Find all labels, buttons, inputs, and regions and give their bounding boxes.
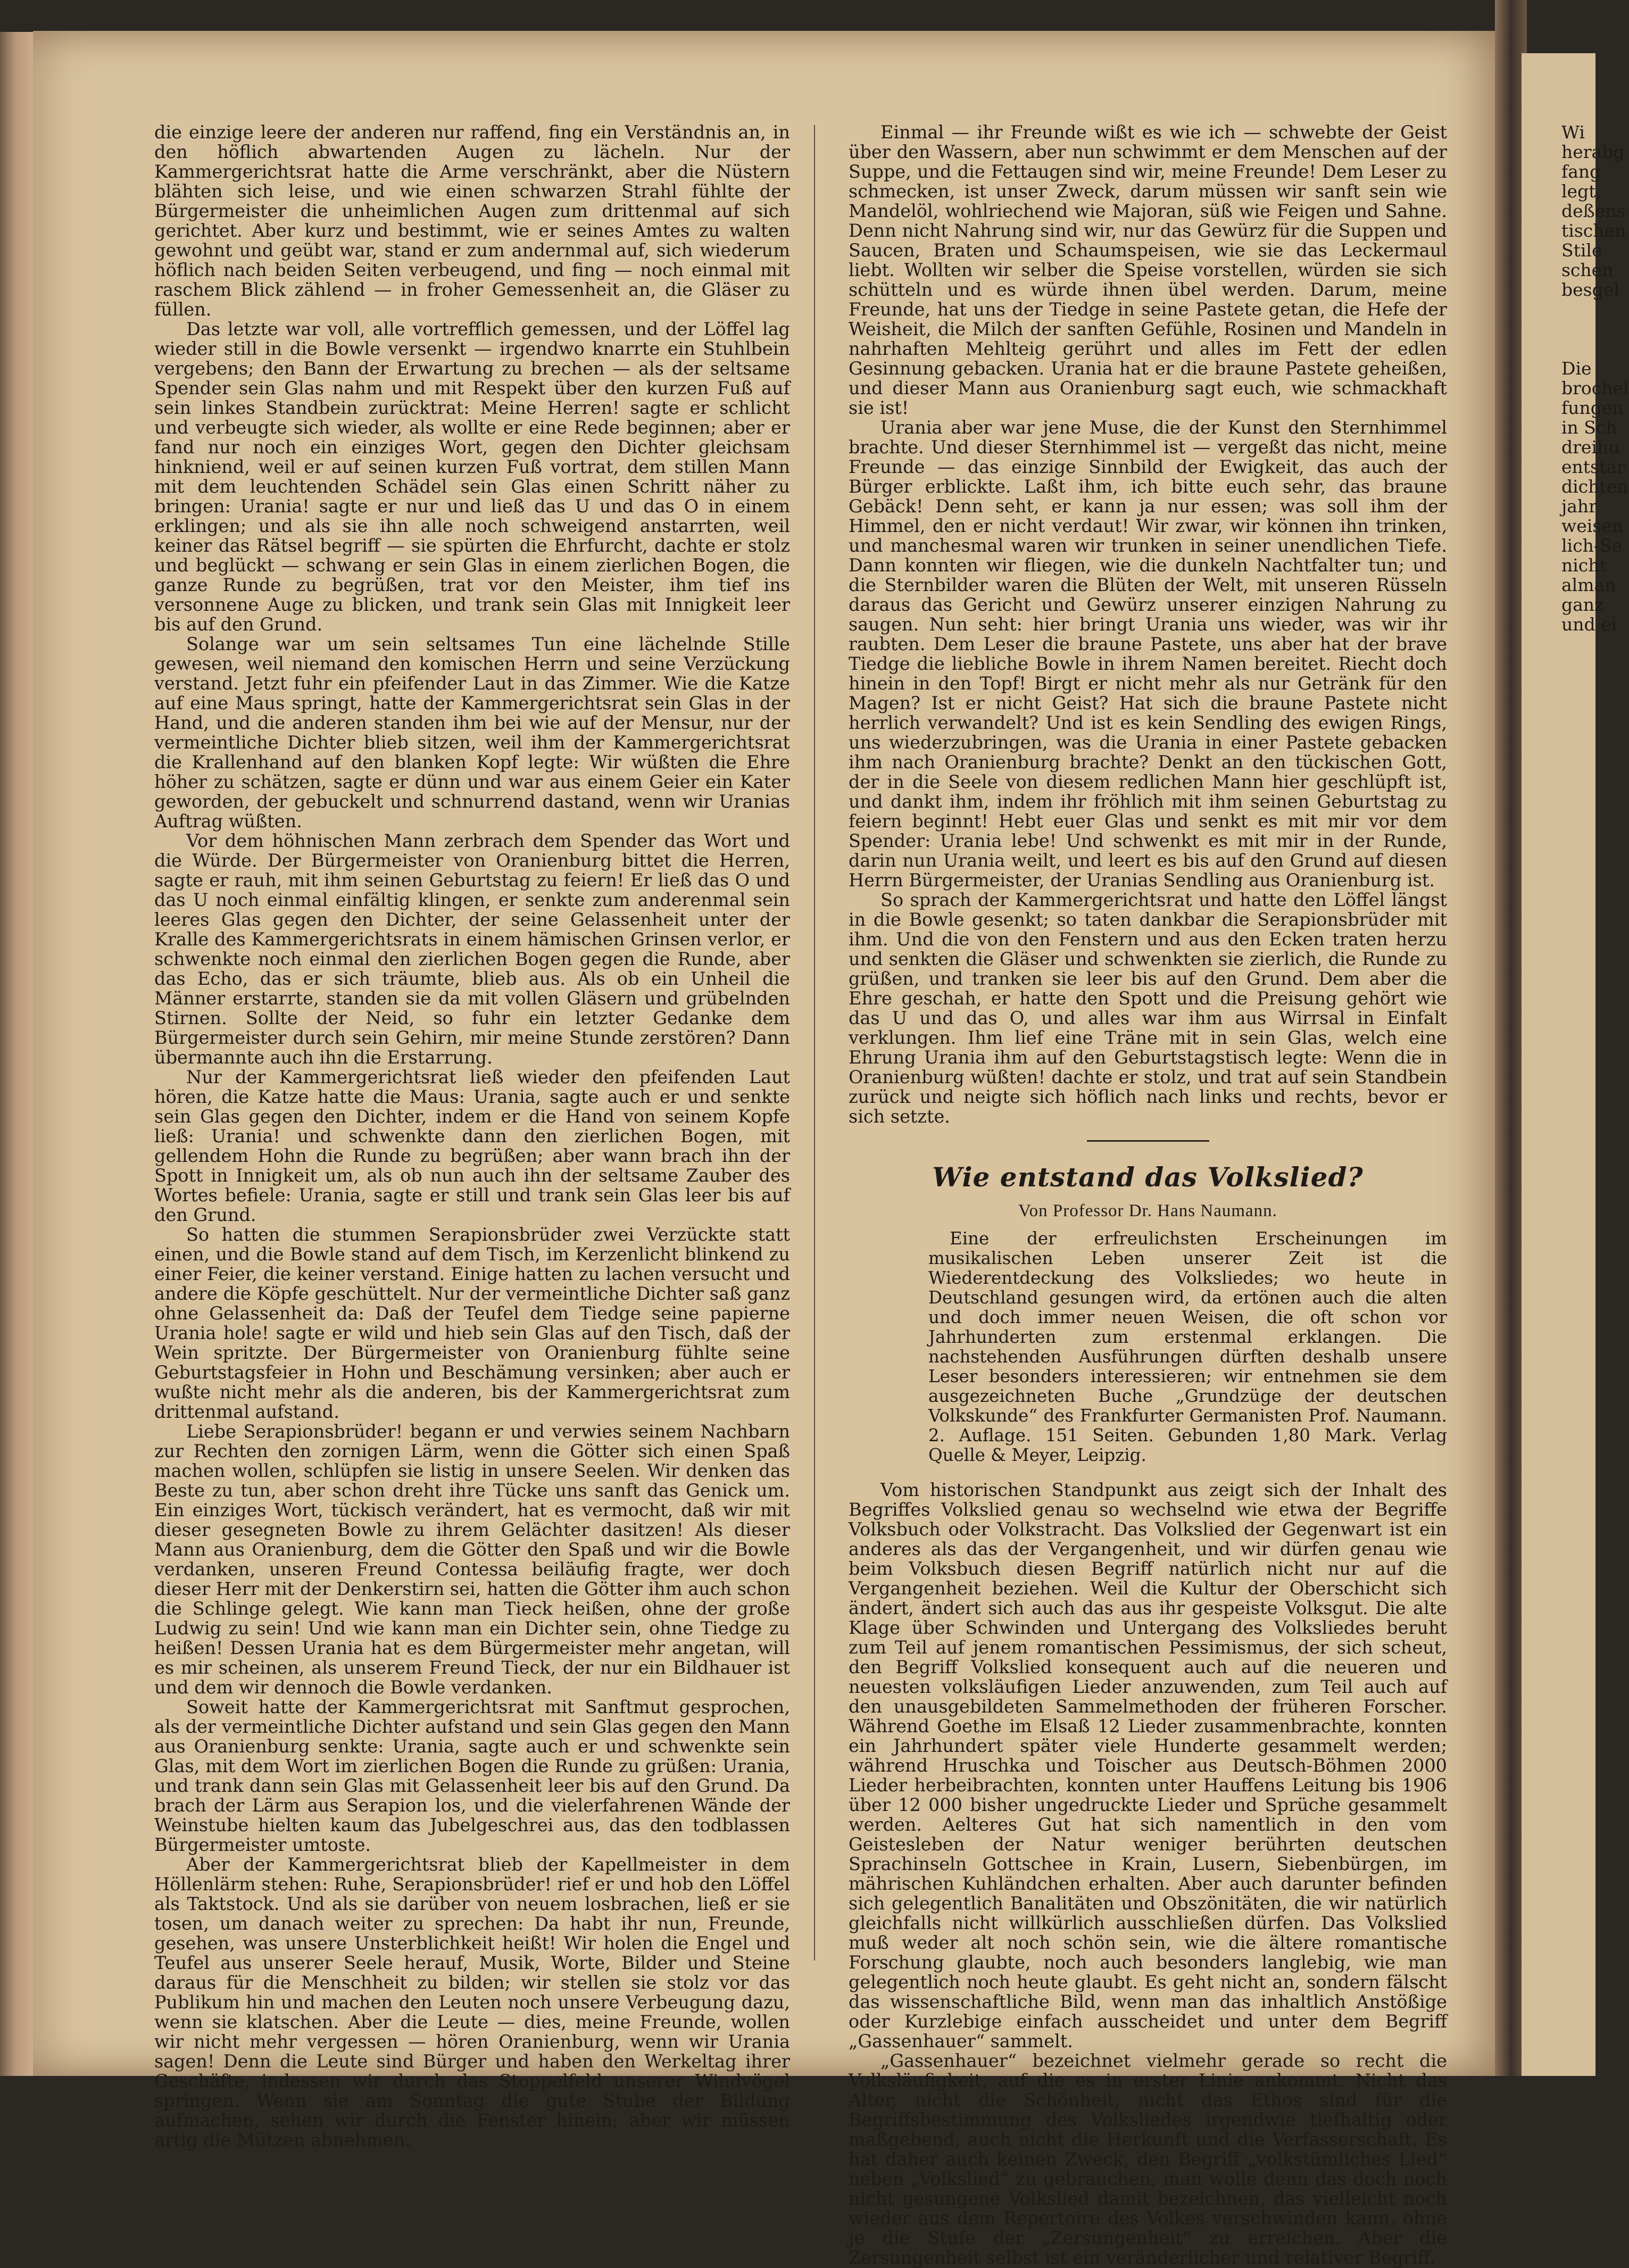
left-paragraph-8: Soweit hatte der Kammergerichtsrat mit Sanftmut gesprochen, als der vermeintliche Dichter aufstand und sein Glas gegen den Mann aus Oranienburg senkte: Urania, sagte auch er und schwenkte sein Glas, mit dem Wort im zierlichen Bogen die Runde zu grüßen: Urania, und trank dann sein Glas mit Gelassenheit leer bis auf den Grund. Da brach der Lärm aus Serapion los, und die vielerfahrenen Wände der Weinstube hielten kaum das Jubelgeschrei aus, das den todblassen Bürgermeister umtoste. (154, 1697, 790, 1855)
left-paragraph-7: Liebe Serapionsbrüder! begann er und verwies seinem Nachbarn zur Rechten den zornigen Lärm, wenn die Götter sich einen Spaß machen wollen, schlüpfen sie listig in unsere Seelen. Wir denken das Beste zu tun, aber schon dreht ihre Tücke uns sanft das Genick um. Ein einziges Wort, tückisch verändert, hat es vermocht, daß wir mit dieser gesegneten Bowle zu ihrem Gelächter dasitzen! Als dieser Mann aus Oranienburg, dem die Götter den Spaß und wir die Bowle verdanken, unseren Freund Contessa beiläufig fragte, wer doch dieser Herr mit der Denkerstirn sei, hatten die Götter ihm auch schon die Schlinge gelegt. Wie kann man Tieck heißen, ohne der große Ludwig zu sein! Und wie kann man ein Dichter sein, ohne Tiedge zu heißen! Dessen Urania hat es dem Bürgermeister mehr angetan, will es mir scheinen, als unserem Freund Tieck, der nur ein Bildhauer ist und dem wir dennoch die Bowle verdanken. (154, 1421, 790, 1698)
article-byline: Von Professor Dr. Hans Naumann. (1018, 1201, 1277, 1220)
fragment-line: jahr (1561, 496, 1597, 517)
fragment-line: und ei (1561, 614, 1617, 635)
column-divider (814, 125, 815, 1960)
fragment-line: nicht (1561, 555, 1607, 576)
fragment-line: brochel (1561, 378, 1629, 398)
left-paragraph-6: So hatten die stummen Serapionsbrüder zwei Verzückte statt einen, und die Bowle stand auf dem Tisch, im Kerzenlicht blinkend zu einer Feier, die keiner verstand. Einige hatten zu lachen versucht und andere die Köpfe geschüttelt. Nur der vermeintliche Dichter saß ganz ohne Gelassenheit da: Daß der Teufel dem Tiedge seine papierne Urania hole! sagte er wild und hieb sein Glas auf den Tisch, daß der Wein spritzte. Der Bürgermeister von Oranienburg fühlte seine Geburtstagsfeier in Hohn und Beschämung versinken; aber auch er wußte nicht mehr als die anderen, bis der Kammergerichtsrat zum drittenmal aufstand. (154, 1224, 790, 1422)
left-paragraph-2: Das letzte war voll, alle vortrefflich gemessen, und der Löffel lag wieder still in die Bowle versenkt — irgendwo knarrte ein Stuhlbein vergebens; den Bann der Erwartung zu brechen — als der seltsame Spender sein Glas nahm und mit Respekt über den kurzen Fuß auf sein linkes Standbein zurücktrat: Meine Herren! sagte er schlicht und verbeugte sich wieder, als wollte er eine Rede beginnen; aber er fand nur noch ein einziges Wort, gegen den Dichter gleichsam hinkniend, weil er auf seinen kurzen Fuß vortrat, dem stillen Mann mit dem leuchtenden Schädel sein Glas einen Schritt näher zu bringen: Urania! sagte er nur und ließ das U und das O in einem erklingen; und als sie ihn alle noch schweigend anstarrten, weil keiner das Rätsel begriff — sie spürten die Ehrfurcht, dachte er stolz und beglückt — schwang er sein Glas in einem zierlichen Bogen, die ganze Runde zu begrüßen, trat vor den Meister, ihm tief ins versonnene Auge zu blicken, und trank sein Glas mit Innigkeit leer bis auf den Grund. (154, 319, 790, 635)
fragment-line: Wi (1561, 122, 1585, 143)
fragment-line: ganz (1561, 594, 1604, 615)
article-intro (928, 1229, 1447, 1465)
right-column (849, 122, 1447, 2267)
right-paragraph-1: Einmal — ihr Freunde wißt es wie ich — schwebte der Geist über den Wassern, aber nun schwimmt er dem Menschen auf der Suppe, und die Fettaugen sind wir, meine Freunde! Dem Leser zu schmecken, ist unser Zweck, darum müssen wir sanft sein wie Mandelöl, wohlriechend wie Majoran, süß wie Feigen und Sahne. Denn nicht Nahrung sind wir, nur das Gewürz für die Suppen und Saucen, Braten und Schaumspeisen, wie sie das Leckermaul liebt. Wollten wir selber die Speise vorstellen, würden sie sich schütteln und es würde ihnen übel werden. Darum, meine Freunde, hat uns der Tiedge in seine Pastete getan, die Hefe der Weisheit, die Milch der sanften Gefühle, Rosinen und Mandeln in nahrhaften Mehlteig gerührt und alles im Fett der edlen Gesinnung gebacken. Urania hat er die braune Pastete geheißen, und dieser Mann aus Oranienburg sagt euch, wie schmackhaft sie ist! (849, 122, 1447, 418)
next-page-text-fragments (1561, 122, 1629, 635)
fragment-line: alman (1561, 575, 1616, 595)
fragment-line: weisen (1561, 516, 1624, 536)
fragment-line: entstar (1561, 456, 1625, 477)
fragment-line: herabg (1561, 142, 1625, 162)
left-paragraph-9: Aber der Kammergerichtsrat blieb der Kapellmeister in dem Höllenlärm stehen: Ruhe, Serapionsbrüder! rief er und hob den Löffel als Taktstock. Und als sie darüber von neuem losbrachen, ließ er sie tosen, um danach weiter zu sprechen: Da habt ihr nun, Freunde, gesehen, was unsere Unsterblichkeit heißt! Wir holen die Engel und Teufel aus unserer Seele herauf, Musik, Worte, Bilder und Steine daraus für die Menschheit zu bilden; wir stellen sie stolz vor das Publikum hin und machen den Leuten noch unsere Verbeugung dazu, wenn sie klatschen. Aber die Leute — dies, meine Freunde, wollen wir nicht mehr vergessen — hören Oranienburg, wenn wir Urania sagen! Denn die Leute sind Bürger und haben den Werkeltag ihrer Geschäfte, indessen wir durch das Stoppelfeld unserer Windvögel springen. Wenn sie am Sonntag die gute Stube der Bildung aufmachen, sehen wir durch die Fenster hinein; aber wir müssen artig die Mützen abnehmen. (154, 1854, 790, 2150)
fragment-line: schen (1561, 260, 1614, 280)
fragment-line: fungen (1561, 397, 1624, 418)
fragment-line: lich-Se (1561, 535, 1623, 556)
fragment-line: besgel (1561, 279, 1619, 300)
fragment-line: Die (1561, 358, 1592, 379)
article-paragraph-2: „Gassenhauer“ bezeichnet vielmehr gerade so recht die Volksläufigkeit, auf die es in erster Linie ankommt. Nicht das Alter, nicht die Schönheit, nicht das Ethos sind für die Begriffsbestimmung des Volksliedes irgendwie tiefhaltig oder maßgebend, auch nicht die Herkunft und die Verfasserschaft. Es hat daher auch keinen Zweck, den Begriff „volkstümliches Lied“ neben „Volkslied“ zu gebrauchen, man wolle denn das doch noch nicht gesungene Volkslied damit bezeichnen, das vielleicht noch wieder aus dem Repertoire des Volkes verschwinden kann, ohne je die Stufe der „Zersungenheit“ zu erreichen. Aber die Zersungenheit selbst ist ein veränderlicher und relativer Begriff. (849, 2050, 1447, 2268)
article-intro-text: Eine der erfreulichsten Erscheinungen im musikalischen Leben unserer Zeit ist die Wiederentdeckung des Volksliedes; wo heute in Deutschland gesungen wird, da ertönen auch die alten und doch immer neuen Weisen, die oft schon vor Jahrhunderten zum erstenmal erklangen. Die nachstehenden Ausführungen dürften deshalb unsere Leser besonders interessieren; wir entnehmen sie dem ausgezeichneten Buche „Grundzüge der deutschen Volkskunde“ des Frankfurter Germanisten Prof. Naumann. 2. Auflage. 151 Seiten. Gebunden 1,80 Mark. Verlag Quelle & Meyer, Leipzig. (928, 1228, 1447, 1465)
fragment-line: fang (1561, 161, 1601, 182)
left-paragraph-1: die einzige leere der anderen nur raffend, fing ein Verständnis an, in den höflich abwartenden Augen zu lächeln. Nur der Kammergerichtsrat hatte die Arme verschränkt, aber die Nüstern blähten sich leise, und wie einen schwarzen Strahl fühlte der Bürgermeister die unheimlichen Augen zum drittenmal auf sich gerichtet. Aber kurz und bestimmt, wie er seines Amtes zu walten gewohnt und geübt war, stand er zum andernmal auf, sich wiederum höflich nach beiden Seiten verbeugend, und fing — noch einmal mit raschem Blick zählend — in froher Gemessenheit an, die Gläser zu füllen. (154, 122, 790, 320)
fragment-line: dichten (1561, 476, 1628, 497)
fragment-line: in Sch (1561, 417, 1617, 438)
fragment-line (1561, 339, 1595, 359)
right-paragraph-3: So sprach der Kammergerichtsrat und hatte den Löffel längst in die Bowle gesenkt; so taten dankbar die Serapionsbrüder mit ihm. Und die von den Fenstern und aus den Ecken traten herzu und senkten die Gläser und schwenkten sie zierlich, die Runde zu grüßen, und tranken sie leer bis auf den Grund. Dem aber die Ehre geschah, er hatte den Spott und die Preisung gehört wie das U und das O, und alles war ihm aus Wirrsal in Einfalt verklungen. Ihm lief eine Träne mit in sein Glas, welch eine Ehrung Urania ihm auf den Geburtstagstisch legte: Wenn die in Oranienburg wüßten! dachte er stolz, und trat auf sein Standbein zurück und neigte sich höflich nach links und rechts, bevor er sich setzte. (849, 890, 1447, 1127)
right-paragraph-2: Urania aber war jene Muse, die der Kunst den Sternhimmel brachte. Und dieser Sternhimmel ist — vergeßt das nicht, meine Freunde — das einzige Sinnbild der Ewigkeit, das auch der Bürger erblickte. Laßt ihm, ich bitte euch sehr, das braune Gebäck! Denn seht, er kann ja nur essen; was soll ihm der Himmel, den er nicht verdaut! Wir zwar, wir können ihn trinken, und manchesmal waren wir trunken in seiner unendlichen Tiefe. Dann konnten wir fliegen, wie die dunkeln Nachtfalter tun; und die Sternbilder waren die Blüten der Welt, mit unseren Rüsseln daraus das Gericht und Gewürz unserer einzigen Nahrung zu saugen. Nun seht: hier bringt Urania uns wieder, was wir ihr raubten. Dem Leser die braune Pastete, uns aber hat der brave Tiedge die liebliche Bowle in ihrem Namen bereitet. Riecht doch hinein in den Topf! Birgt er nicht mehr als nur Getränk für den Magen? Ist er nicht Geist? Hat sich die braune Pastete nicht herrlich verwandelt? Und ist es kein Sendling des ewigen Rings, uns wiederzubringen, was die Urania in einer Pastete gebacken ihm nach Oranienburg brachte? Denkt an den tückischen Gott, der in die Seele von diesem redlichen Mann hier geschlüpft ist, und dankt ihm, indem ihr fröhlich mit ihm seinen Geburtstag zu feiern beginnt! Hebt euer Glas und senkt es mit mir vor dem Spender: Urania lebe! Und schwenkt es mit mir in der Runde, darin nun Urania weilt, und leert es bis auf den Grund auf diesen Herrn Bürgermeister, der Uranias Sendling aus Oranienburg ist. (849, 417, 1447, 891)
left-paragraph-4: Vor dem höhnischen Mann zerbrach dem Spender das Wort und die Würde. Der Bürgermeister von Oranienburg bittet die Herren, sagte er rauh, mit ihm seinen Geburtstag zu feiern! Er ließ das O und das U noch einmal einfältig klingen, er senkte zum anderenmal sein leeres Glas gegen den Dichter, der seine Gelassenheit unter der Kralle des Kammergerichtsrats in einem hämischen Grinsen verlor, er schwenkte noch einmal den zierlichen Bogen gegen die Runde, aber das Echo, das er sich träumte, blieb aus. Als ob ein Unheil die Männer erstarrte, standen sie da mit vollen Gläsern und grübelnden Stirnen. Sollte der Neid, so fuhr ein letzter Gedanke dem Bürgermeister durch sein Gehirn, mir meine Stunde zerstören? Dann übermannte auch ihn die Erstarrung. (154, 830, 790, 1068)
left-page-edge (0, 32, 37, 2076)
fragment-line: dreihu (1561, 437, 1620, 458)
fragment-line (1561, 300, 1595, 319)
article-paragraph-1: Vom historischen Standpunkt aus zeigt sich der Inhalt des Begriffes Volkslied genau so wechselnd wie etwa der Begriffe Volksbuch oder Volkstracht. Das Volkslied der Gegenwart ist ein anderes als das der Vergangenheit, und wir dürfen genau wie beim Volksbuch diesen Begriff natürlich nicht nur auf die Vergangenheit beziehen. Weil die Kultur der Oberschicht sich ändert, ändert sich auch das aus ihr gespeiste Volksgut. Die alte Klage über Schwinden und Untergang des Volksliedes beruht zum Teil auf jenem romantischen Pessimismus, der sich scheut, den Begriff Volkslied konsequent auch auf die neueren und neuesten volksläufigen Lieder anzuwenden, zum Teil auch auf den unausgebildeten Sammelmethoden der früheren Forscher. Während Goethe im Elsaß 12 Lieder zusammenbrachte, konnten ein Jahrhundert später viele Hunderte gesammelt werden; während Hruschka und Toischer aus Deutsch-Böhmen 2000 Lieder herbeibrachten, konnten unter Hauffens Leitung bis 1906 über 12 000 bisher ungedruckte Lieder und Sprüche gesammelt werden. Aelteres Gut hat sich namentlich in den vom Geistesleben der Natur weniger berührten deutschen Sprachinseln Gottschee in Krain, Lusern, Siebenbürgen, im mährischen Kuhländchen erhalten. Aber auch darunter befinden sich gelegentlich Banalitäten und Obszönitäten, die wir natürlich gleichfalls nicht willkürlich ausschließen dürfen. Das Volkslied muß weder alt noch schön sein, wie die ältere romantische Forschung glaubte, noch auch besonders langlebig, wie man gelegentlich noch heute glaubt. Es geht nicht an, sondern fälscht das wissenschaftliche Bild, wenn man das inhaltlich Anstößige oder Kurzlebige einfach ausscheidet und unter dem Begriff „Gassenhauer“ sammelt. (849, 1480, 1447, 2051)
fragment-line: deßens (1561, 201, 1626, 221)
article-title: Wie entstand das Volkslied? (932, 1161, 1364, 1193)
left-paragraph-5: Nur der Kammergerichtsrat ließ wieder den pfeifenden Laut hören, die Katze hatte die Maus: Urania, sagte auch er und senkte sein Glas gegen den Dichter, indem er die Hand von seinem Kopfe ließ: Urania! und schwenkte dann den zierlichen Bogen, mit gellendem Hohn die Runde zu begrüßen; aber wann brach ihn der Spott in Innigkeit um, als ob nun auch ihn der seltsame Zauber des Wortes befiele: Urania, sagte er still und trank sein Glas leer bis auf den Grund. (154, 1067, 790, 1225)
left-column (154, 122, 790, 2150)
fragment-line: legt, (1561, 181, 1601, 202)
left-paragraph-3: Solange war um sein seltsames Tun eine lächelnde Stille gewesen, weil niemand den komischen Herrn und seine Verzückung verstand. Jetzt fuhr ein pfeifender Laut in das Zimmer. Wie die Katze auf eine Maus springt, hatte der Kammergerichtsrat sein Glas in der Hand, und die anderen standen ihm bei wie auf der Mensur, nur der vermeintliche Dichter blieb sitzen, weil ihm der Kammergerichtsrat die Krallenhand auf den blanken Kopf legte: Wir wüßten die Ehre höher zu schätzen, sagte er dünn und war aus einem Geier ein Kater geworden, der gebuckelt und schnurrend dastand, wenn wir Uranias Auftrag wüßten. (154, 634, 790, 832)
fragment-line: Stile (1561, 240, 1602, 261)
fragment-line: tischen (1561, 220, 1626, 241)
section-separator (1087, 1140, 1209, 1142)
fragment-line (1561, 319, 1595, 339)
